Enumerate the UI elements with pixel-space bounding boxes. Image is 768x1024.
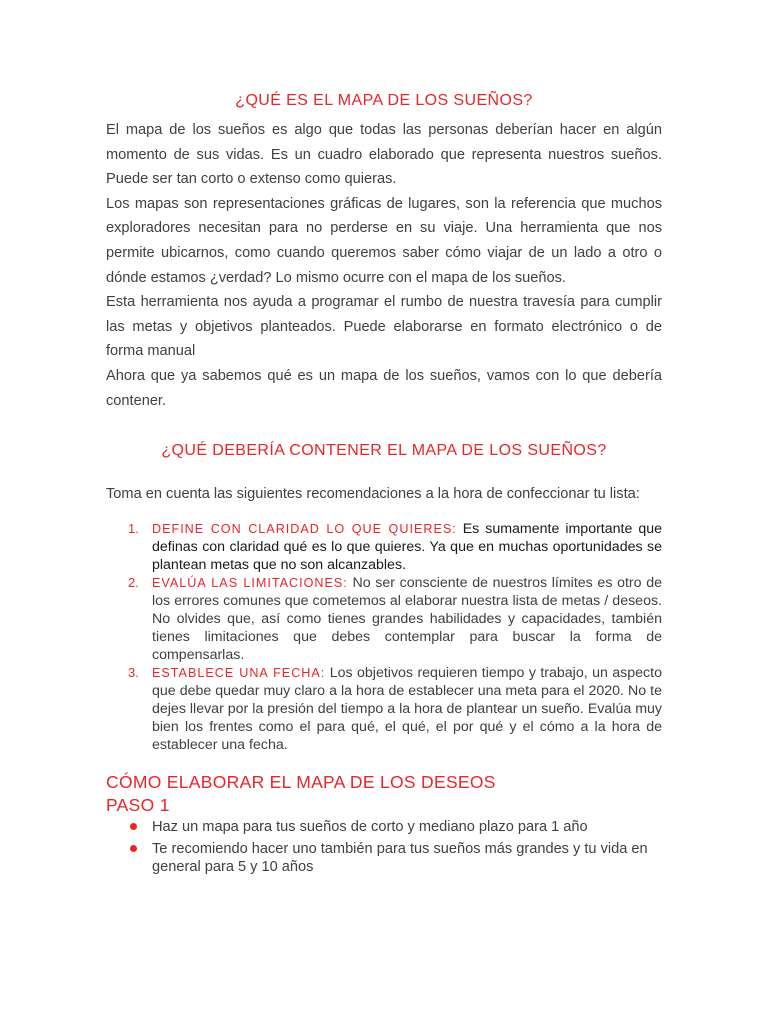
list-number: 3. [128, 665, 139, 680]
recommendations-list [106, 520, 662, 754]
list-item [106, 574, 662, 664]
list-item-text: Los objetivos requieren tiempo y trabajo, un aspecto que debe quedar muy claro a la hora de establecer una meta para el 2020. No te dejes llevar por la presión del tiempo a la hora de plantear un sueño. Evalúa muy bien los frentes como el para qué, el qué, el por qué y el cómo a la hora de establecer una fecha. [152, 665, 662, 753]
bullet-text: Te recomiendo hacer uno también para tus sueños más grandes y tu vida en general para 5 y 10 años [152, 841, 648, 875]
list-item-label: EVALÚA LAS LIMITACIONES: [152, 576, 348, 590]
list-item-label: DEFINE CON CLARIDAD LO QUE QUIERES: [152, 522, 457, 536]
list-item-label: ESTABLECE UNA FECHA: [152, 666, 326, 680]
bullet-icon [130, 845, 137, 852]
bullet-text: Haz un mapa para tus sueños de corto y mediano plazo para 1 año [152, 819, 588, 835]
list-item-text: Es sumamente importante que definas con claridad qué es lo que quieres. Ya que en muchas oportunidades se plantean metas que no son alcanzables. [152, 521, 662, 573]
section-heading-como-elaborar: CÓMO ELABORAR EL MAPA DE LOS DESEOS [106, 772, 496, 792]
recommendations-intro: Toma en cuenta las siguientes recomendaciones a la hora de confeccionar tu lista: [106, 486, 640, 502]
list-item-text: No ser consciente de nuestros límites es otro de los errores comunes que cometemos al elaborar nuestra lista de metas / deseos. No olvides que, así como tienes grandes habilidades y capacidades, también tienes limitaciones que debes contemplar para buscar la forma de compensarlas. [152, 575, 663, 663]
step-bullet-list [106, 818, 662, 880]
bullet-item [106, 840, 662, 876]
paragraph: Esta herramienta nos ayuda a programar el rumbo de nuestra travesía para cumplir las metas y objetivos planteados. Puede elaborarse en formato electrónico o de forma manual [106, 294, 662, 360]
paragraph: El mapa de los sueños es algo que todas las personas deberían hacer en algún momento de sus vidas. Es un cuadro elaborado que representa nuestros sueños. Puede ser tan corto o extenso como quieras. [106, 122, 662, 188]
step-heading: PASO 1 [106, 795, 170, 815]
bullet-icon [130, 823, 137, 830]
section-body-que-es [106, 118, 662, 413]
paragraph: Los mapas son representaciones gráficas de lugares, son la referencia que muchos exploradores necesitan para no perderse en su viaje. Una herramienta que nos permite ubicarnos, como cuando queremos saber cómo viajar de un lado a otro o dónde estamos ¿verdad? Lo mismo ocurre con el mapa de los sueños. [106, 195, 662, 286]
list-item [106, 520, 662, 574]
list-number: 2. [128, 575, 139, 590]
section-heading-que-deberia: ¿QUÉ DEBERÍA CONTENER EL MAPA DE LOS SUEÑOS? [161, 442, 607, 459]
paragraph: Ahora que ya sabemos qué es un mapa de los sueños, vamos con lo que debería contener. [106, 367, 662, 409]
section-heading-que-es: ¿QUÉ ES EL MAPA DE LOS SUEÑOS? [235, 92, 533, 109]
list-item [106, 664, 662, 754]
list-number: 1. [128, 521, 139, 536]
bullet-item [106, 818, 662, 836]
